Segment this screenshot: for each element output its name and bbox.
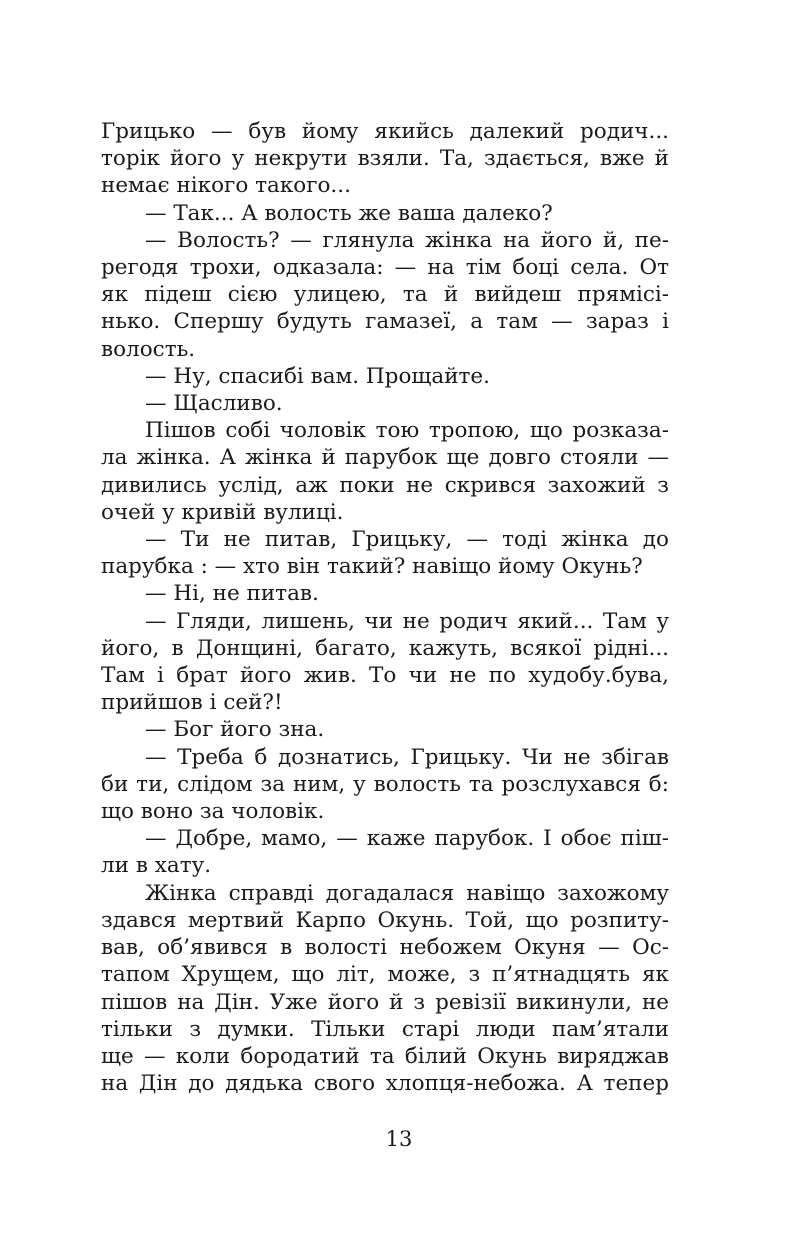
text-line: парубка : — хто він такий? навіщо йому Окунь? (101, 554, 643, 580)
text-line: — Щасливо. (145, 391, 283, 417)
text-line: тапом Хрущем, що літ, може, з п’ятнадцять як (101, 962, 669, 988)
text-line: що воно за чоловік. (101, 799, 325, 825)
text-line: прийшов і сей?! (101, 690, 283, 716)
text-line: дивились услід, аж поки не скрився захожий з (101, 472, 669, 498)
text-line: як підеш сією улицею, та й вийдеш прямісі- (101, 282, 669, 308)
text-line: — Ну, спасибі вам. Прощайте. (145, 363, 490, 389)
text-line: би ти, слідом за ним, у волость та розслухався б: (101, 771, 669, 797)
text-line: — Ти не питав, Грицьку, — тоді жінка до (145, 527, 669, 553)
text-line: пішов на Дін. Уже його й з ревізії викинули, не (101, 989, 669, 1015)
text-line: — Треба б дознатись, Грицьку. Чи не збігав (145, 744, 669, 770)
text-line: ла жінка. А жінка й парубок ще довго стояли — (101, 445, 669, 471)
text-line: на Дін до дядька свого хлопця-небожа. А тепер (101, 1071, 669, 1097)
text-line: Грицько — був йому якийсь далекий родич... (101, 119, 669, 144)
text-line: регодя трохи, одказала: — на тім боці села. От (101, 255, 669, 281)
text-line: очей у кривій вулиці. (101, 499, 344, 525)
text-line: — Бог його зна. (145, 717, 325, 743)
text-line: ли в хату. (101, 853, 212, 879)
text-line: — Добре, мамо, — каже парубок. І обоє піш- (145, 826, 669, 852)
text-line: — Волость? — глянула жінка на його й, пе- (145, 227, 669, 253)
text-line: — Так... А волость же ваша далеко? (145, 200, 553, 226)
text-line: тільки з думки. Тільки старі люди пам’ятали (101, 1016, 669, 1042)
text-line: здався мертвий Карпо Окунь. Той, що розпиту- (101, 907, 669, 933)
text-line: — Гляди, лишень, чи не родич який... Там у (145, 608, 669, 634)
text-line: торік його у некрути взяли. Та, здається, вже й (101, 146, 669, 172)
page-number: 13 (385, 1127, 413, 1151)
text-line: ще — коли бородатий та білий Окунь виряджав (101, 1043, 669, 1069)
text-line: Там і брат його жив. То чи не по худобу.бува, (101, 663, 669, 689)
text-line: вав, об’явився в волості небожем Окуня — Ос- (101, 935, 669, 961)
text-line: волость. (101, 336, 196, 362)
text-line: нько. Спершу будуть гамазеї, а там — зараз і (101, 309, 669, 335)
text-line: його, в Донщині, багато, кажуть, всякої рідні... (101, 635, 669, 661)
text-line: Жінка справді догадалася навіщо захожому (145, 880, 669, 906)
text-line: Пішов собі чоловік тою тропою, що розказа- (145, 418, 669, 444)
text-line: — Ні, не питав. (145, 581, 319, 607)
page-body-text (101, 118, 669, 1097)
text-line: немає нікого такого... (101, 173, 351, 199)
